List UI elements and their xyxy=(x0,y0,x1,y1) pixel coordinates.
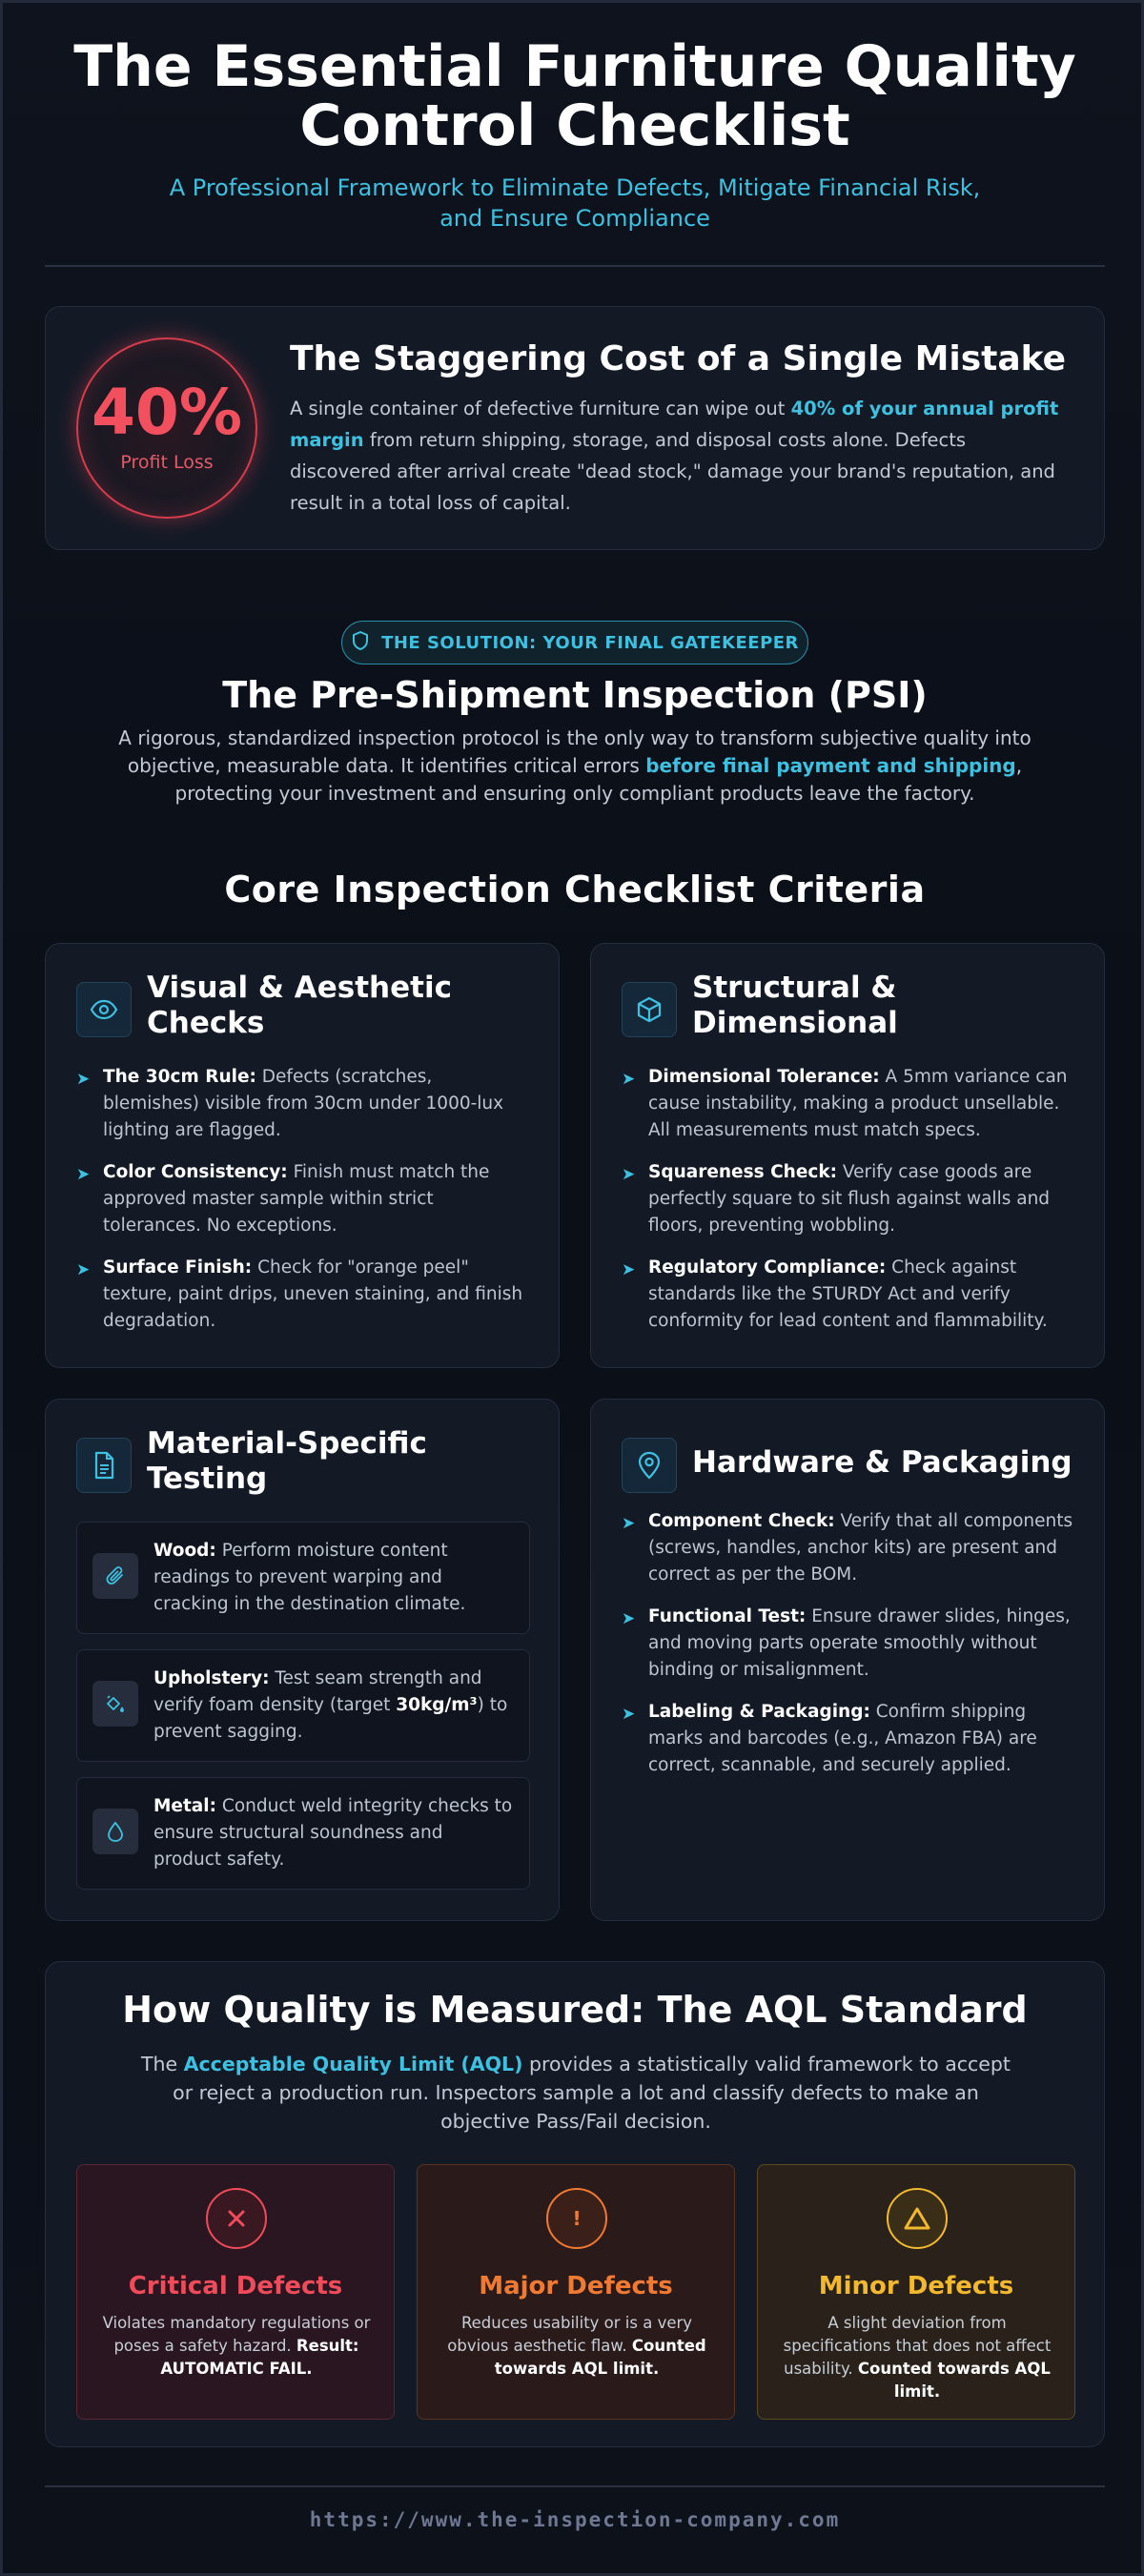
item-text: Conduct weld integrity checks to ensure structural soundness and product safety. xyxy=(153,1796,513,1870)
item-text-a: Test seam strength and verify foam density (target xyxy=(153,1668,482,1715)
paperclip-icon xyxy=(92,1553,138,1599)
item-text: Defects (scratches, blemishes) visible from 30cm under 1000-lux lighting are flagged. xyxy=(103,1067,504,1140)
solution-badge-label: THE SOLUTION: YOUR FINAL GATEKEEPER xyxy=(381,632,799,653)
item-text: Check against standards like the STURDY Act and verify conformity for lead content and flammability. xyxy=(648,1257,1048,1331)
cost-card xyxy=(45,306,1105,550)
list-item xyxy=(76,1255,534,1335)
aql-heading: How Quality is Measured: The AQL Standard xyxy=(122,1989,1028,2031)
eye-icon xyxy=(76,982,132,1037)
item-label: Metal: xyxy=(153,1796,217,1816)
item-text: Check for "orange peel" texture, paint drips, uneven staining, and finish degradation. xyxy=(103,1257,523,1331)
critical-defects-card xyxy=(76,2164,395,2420)
page-title: The Essential Furniture Quality Control Checklist xyxy=(73,33,1076,159)
arrow-icon: ➤ xyxy=(622,1705,636,1724)
defect-result: Counted towards AQL limit. xyxy=(494,2337,706,2378)
arrow-icon: ➤ xyxy=(76,1070,91,1089)
item-label: Regulatory Compliance: xyxy=(648,1257,887,1278)
item-label: Component Check: xyxy=(648,1511,835,1531)
critical-defects-text xyxy=(102,2312,371,2381)
defect-text: Violates mandatory regulations or poses a safety hazard. xyxy=(102,2314,371,2355)
minor-defects-title: Minor Defects xyxy=(818,2272,1014,2300)
cost-highlight: 40% of your annual profit margin xyxy=(290,398,1059,451)
header-divider xyxy=(45,265,1105,267)
item-label: Wood: xyxy=(153,1541,216,1561)
arrow-icon: ➤ xyxy=(76,1260,91,1279)
hardware-packaging-title: Hardware & Packaging xyxy=(692,1445,1072,1480)
wood-text xyxy=(153,1538,516,1618)
material-testing-title: Material-Specific Testing xyxy=(147,1426,427,1496)
visual-checks-list xyxy=(76,1064,534,1350)
psi-heading: The Pre-Shipment Inspection (PSI) xyxy=(222,674,928,716)
psi-highlight: before final payment and shipping xyxy=(645,754,1016,777)
item-text: Ensure drawer slides, hinges, and moving parts operate smoothly without binding or misalignment. xyxy=(648,1606,1071,1680)
list-item xyxy=(622,1064,1079,1144)
item-text: Verify case goods are perfectly square to sit flush against walls and floors, preventing wobbling. xyxy=(648,1162,1051,1236)
material-item-metal xyxy=(76,1777,530,1890)
aql-description xyxy=(141,2050,1011,2136)
item-text: Finish must match the approved master sample within strict tolerances. No exceptions. xyxy=(103,1162,490,1236)
stat-label: Profit Loss xyxy=(120,452,214,473)
material-testing-card xyxy=(45,1399,560,1921)
hardware-packaging-card xyxy=(590,1399,1105,1921)
major-defects-card xyxy=(417,2164,735,2420)
solution-badge xyxy=(341,621,808,664)
foam-density-value: 30kg/m³ xyxy=(396,1695,478,1715)
cost-heading: The Staggering Cost of a Single Mistake xyxy=(290,339,1067,378)
item-label: Dimensional Tolerance: xyxy=(648,1067,880,1087)
document-icon xyxy=(76,1438,132,1493)
major-defects-text xyxy=(442,2312,711,2381)
item-label: Functional Test: xyxy=(648,1606,807,1626)
arrow-icon: ➤ xyxy=(622,1609,636,1628)
arrow-icon: ➤ xyxy=(622,1514,636,1533)
structural-title: Structural & Dimensional xyxy=(692,971,898,1040)
visual-checks-title: Visual & Aesthetic Checks xyxy=(147,971,452,1040)
item-label: Labeling & Packaging: xyxy=(648,1702,870,1722)
visual-checks-card xyxy=(45,943,560,1368)
hardware-packaging-list xyxy=(622,1508,1079,1794)
x-icon xyxy=(206,2188,267,2249)
cube-icon xyxy=(622,982,677,1037)
aql-text-before: The xyxy=(141,2053,184,2075)
cost-description xyxy=(290,393,1062,519)
upholstery-text xyxy=(153,1666,516,1746)
cost-text-after: from return shipping, storage, and disposal costs alone. Defects discovered after arrival create "dead stock," damage your brand's reputation, and result in a total loss of capital. xyxy=(290,429,1055,514)
item-text: Verify that all components (screws, handles, anchor kits) are present and correct as per the BOM. xyxy=(648,1511,1073,1584)
item-label: Squareness Check: xyxy=(648,1162,838,1182)
item-label: Surface Finish: xyxy=(103,1257,253,1278)
core-criteria-heading: Core Inspection Checklist Criteria xyxy=(224,869,926,910)
aql-text-after: provides a statistically valid framework to accept or reject a production run. Inspectors sample a lot and classify defects to make an objective Pass/Fail decision. xyxy=(173,2053,1011,2133)
psi-text-after: , protecting your investment and ensuring only compliant products leave the factory. xyxy=(174,754,1023,805)
aql-card xyxy=(45,1961,1105,2447)
minor-defects-card xyxy=(757,2164,1075,2420)
defect-text: Reduces usability or is a very obvious aesthetic flaw. xyxy=(447,2314,693,2355)
list-item xyxy=(622,1604,1079,1684)
item-label: Upholstery: xyxy=(153,1668,270,1688)
cost-text-before: A single container of defective furniture can wipe out xyxy=(290,398,791,419)
arrow-icon: ➤ xyxy=(622,1260,636,1279)
profit-loss-stat xyxy=(76,337,257,519)
footer-url[interactable]: https://www.the-inspection-company.com xyxy=(309,2508,841,2531)
arrow-icon: ➤ xyxy=(622,1070,636,1089)
item-text: Perform moisture content readings to prevent warping and cracking in the destination climate. xyxy=(153,1541,466,1614)
minor-defects-text xyxy=(783,2312,1052,2403)
psi-text-before: A rigorous, standardized inspection protocol is the only way to transform subjective quality into objective, measurable data. It identifies critical errors xyxy=(118,726,1032,777)
list-item xyxy=(76,1159,534,1239)
major-defects-title: Major Defects xyxy=(479,2272,673,2300)
list-item xyxy=(76,1064,534,1144)
exclamation-icon: ! xyxy=(546,2188,607,2249)
aql-highlight: Acceptable Quality Limit (AQL) xyxy=(183,2053,523,2075)
list-item xyxy=(622,1508,1079,1588)
list-item xyxy=(622,1159,1079,1239)
defect-result: Counted towards AQL limit. xyxy=(857,2360,1051,2401)
arrow-icon: ➤ xyxy=(76,1165,91,1184)
list-item xyxy=(622,1699,1079,1779)
material-item-upholstery xyxy=(76,1649,530,1762)
location-pin-icon xyxy=(622,1438,677,1493)
footer-divider xyxy=(45,2485,1105,2487)
defect-text: A slight deviation from specifications that does not affect usability. xyxy=(783,2314,1052,2378)
arrow-icon: ➤ xyxy=(622,1165,636,1184)
item-label: Color Consistency: xyxy=(103,1162,288,1182)
critical-defects-title: Critical Defects xyxy=(128,2272,343,2300)
item-text: A 5mm variance can cause instability, making a product unsellable. All measurements must match specs. xyxy=(648,1067,1068,1140)
item-text: Confirm shipping marks and barcodes (e.g., Amazon FBA) are correct, scannable, and securely applied. xyxy=(648,1702,1037,1775)
fill-icon xyxy=(92,1681,138,1727)
metal-text xyxy=(153,1793,516,1873)
structural-list xyxy=(622,1064,1079,1350)
page-subtitle: A Professional Framework to Eliminate Defects, Mitigate Financial Risk, and Ensure Compliance xyxy=(169,174,981,232)
shield-icon xyxy=(351,630,370,656)
defect-result: Result: AUTOMATIC FAIL. xyxy=(160,2337,359,2378)
warning-triangle-icon xyxy=(887,2188,948,2249)
list-item xyxy=(622,1255,1079,1335)
droplet-icon xyxy=(92,1809,138,1854)
stat-value: 40% xyxy=(92,376,242,449)
material-item-wood xyxy=(76,1522,530,1634)
item-label: The 30cm Rule: xyxy=(103,1067,256,1087)
item-text-b: ) to prevent sagging. xyxy=(153,1695,508,1742)
structural-card xyxy=(590,943,1105,1368)
psi-description xyxy=(108,725,1042,808)
